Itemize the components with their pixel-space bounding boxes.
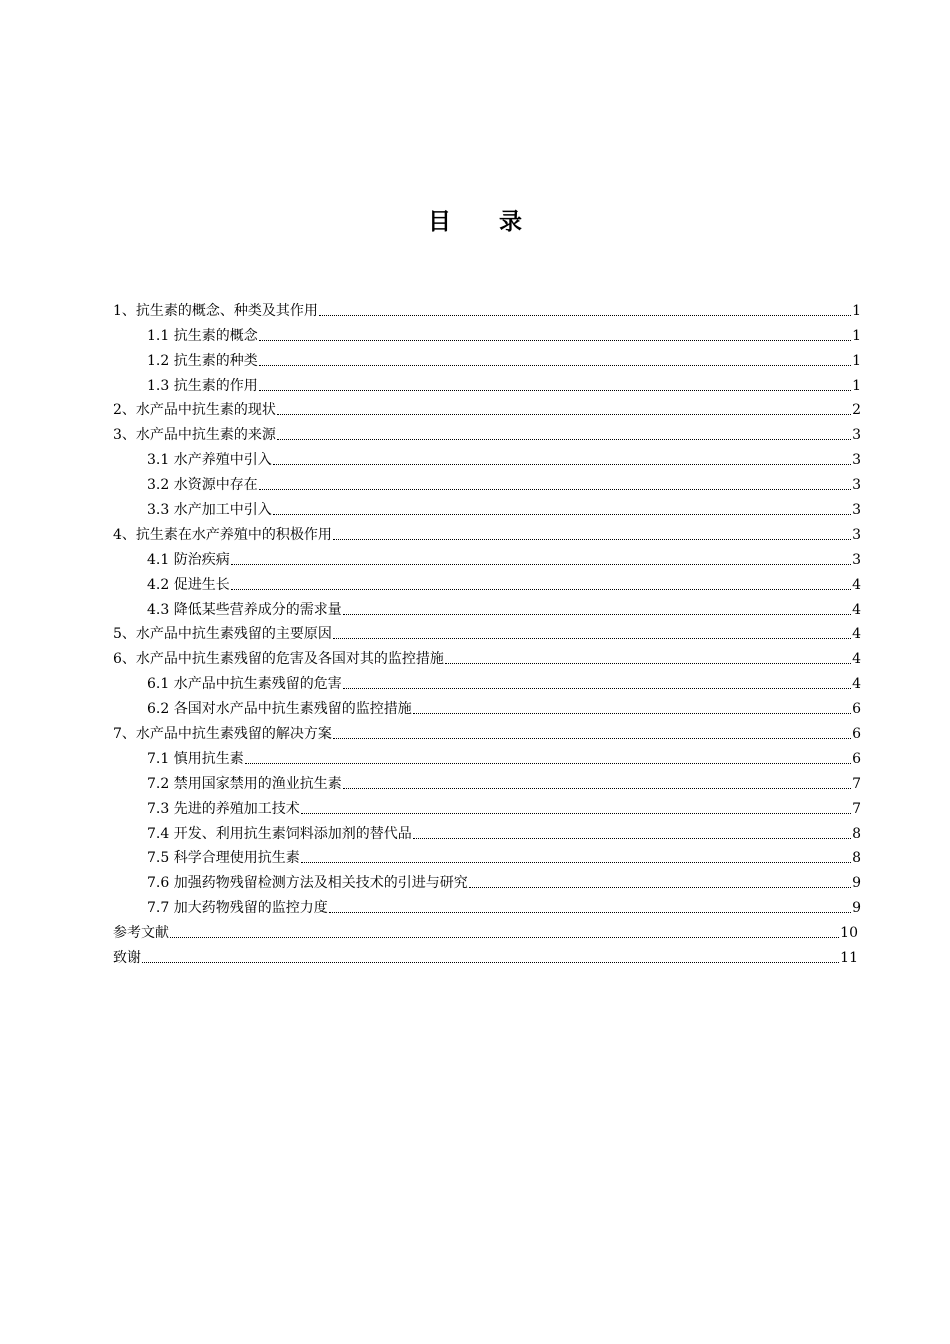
toc-entry[interactable] — [113, 769, 861, 794]
toc-entry[interactable] — [113, 644, 861, 669]
toc-entry-label: 6.1 水产品中抗生素残留的危害 — [147, 676, 342, 693]
toc-dot-leader — [170, 937, 839, 938]
toc-entry-page-number: 6 — [852, 726, 861, 743]
toc-entry[interactable] — [113, 719, 861, 744]
toc-entry-page-number: 10 — [840, 925, 858, 942]
toc-dot-leader — [259, 340, 851, 341]
toc-entry-page-number: 1 — [852, 352, 861, 369]
toc-entry-label: 1.2 抗生素的种类 — [147, 352, 258, 369]
toc-entry-page-number: 9 — [852, 900, 861, 917]
toc-entry-label: 4、抗生素在水产养殖中的积极作用 — [113, 526, 332, 543]
toc-entry-page-number: 3 — [852, 477, 861, 494]
toc-entry-page-number: 8 — [852, 850, 861, 867]
toc-entry[interactable] — [113, 595, 861, 620]
toc-entry-label: 参考文献 — [113, 925, 169, 942]
toc-entry-page-number: 3 — [852, 427, 861, 444]
toc-entry[interactable] — [113, 371, 861, 396]
toc-entry[interactable] — [113, 321, 861, 346]
toc-entry-label: 7.7 加大药物残留的监控力度 — [147, 900, 328, 917]
toc-entry[interactable] — [113, 918, 858, 943]
toc-dot-leader — [273, 464, 851, 465]
toc-entry[interactable] — [113, 346, 861, 371]
toc-entry-label: 7.3 先进的养殖加工技术 — [147, 800, 300, 817]
toc-entry-page-number: 4 — [852, 676, 861, 693]
toc-dot-leader — [413, 713, 851, 714]
toc-entry-label: 5、水产品中抗生素残留的主要原因 — [113, 626, 332, 643]
toc-dot-leader — [301, 813, 851, 814]
toc-entry[interactable] — [113, 520, 861, 545]
toc-entry-label: 致谢 — [113, 950, 141, 967]
toc-entry-page-number: 8 — [852, 825, 861, 842]
toc-title: 目 录 — [427, 209, 542, 235]
toc-entry-page-number: 4 — [852, 651, 861, 668]
toc-entry-label: 7.1 慎用抗生素 — [147, 750, 244, 767]
toc-dot-leader — [259, 365, 851, 366]
toc-entry-label: 1、抗生素的概念、种类及其作用 — [113, 302, 318, 319]
toc-entry-label: 7.5 科学合理使用抗生素 — [147, 850, 300, 867]
toc-dot-leader — [469, 887, 851, 888]
toc-entry-page-number: 6 — [852, 750, 861, 767]
toc-list — [113, 296, 861, 968]
toc-entry-label: 3、水产品中抗生素的来源 — [113, 427, 276, 444]
toc-entry[interactable] — [113, 570, 861, 595]
toc-entry-page-number: 1 — [852, 377, 861, 394]
toc-dot-leader — [142, 962, 839, 963]
toc-entry-page-number: 1 — [852, 302, 861, 319]
toc-dot-leader — [343, 614, 851, 615]
toc-dot-leader — [343, 788, 851, 789]
toc-dot-leader — [245, 763, 851, 764]
toc-entry[interactable] — [113, 943, 858, 968]
toc-entry-page-number: 7 — [852, 775, 861, 792]
toc-dot-leader — [343, 688, 851, 689]
toc-entry-label: 7.4 开发、利用抗生素饲料添加剂的替代品 — [147, 825, 412, 842]
toc-entry-label: 1.3 抗生素的作用 — [147, 377, 258, 394]
toc-entry-label: 7.6 加强药物残留检测方法及相关技术的引进与研究 — [147, 875, 468, 892]
toc-entry-label: 1.1 抗生素的概念 — [147, 327, 258, 344]
toc-dot-leader — [231, 564, 851, 565]
toc-entry[interactable] — [113, 545, 861, 570]
toc-entry[interactable] — [113, 794, 861, 819]
toc-entry[interactable] — [113, 694, 861, 719]
toc-dot-leader — [329, 912, 851, 913]
toc-dot-leader — [333, 539, 851, 540]
toc-entry[interactable] — [113, 495, 861, 520]
toc-entry[interactable] — [113, 620, 861, 645]
toc-entry-page-number: 7 — [852, 800, 861, 817]
toc-entry-label: 4.1 防治疾病 — [147, 551, 230, 568]
toc-entry-page-number: 3 — [852, 551, 861, 568]
toc-entry-label: 6.2 各国对水产品中抗生素残留的监控措施 — [147, 701, 412, 718]
toc-entry-label: 4.2 促进生长 — [147, 576, 230, 593]
toc-entry-label: 7.2 禁用国家禁用的渔业抗生素 — [147, 775, 342, 792]
toc-entry-label: 3.2 水资源中存在 — [147, 477, 258, 494]
toc-dot-leader — [277, 439, 851, 440]
toc-dot-leader — [333, 738, 851, 739]
toc-entry[interactable] — [113, 445, 861, 470]
toc-entry-page-number: 3 — [852, 502, 861, 519]
toc-entry-page-number: 4 — [852, 576, 861, 593]
toc-dot-leader — [413, 838, 851, 839]
toc-dot-leader — [333, 638, 851, 639]
toc-entry-label: 7、水产品中抗生素残留的解决方案 — [113, 726, 332, 743]
toc-dot-leader — [259, 390, 851, 391]
toc-entry[interactable] — [113, 470, 861, 495]
toc-entry[interactable] — [113, 819, 861, 844]
toc-entry[interactable] — [113, 868, 861, 893]
toc-entry[interactable] — [113, 744, 861, 769]
toc-dot-leader — [319, 315, 851, 316]
toc-entry-page-number: 11 — [840, 950, 858, 967]
toc-entry-label: 3.1 水产养殖中引入 — [147, 452, 272, 469]
toc-entry-page-number: 9 — [852, 875, 861, 892]
toc-entry-page-number: 2 — [852, 402, 861, 419]
toc-dot-leader — [301, 862, 851, 863]
toc-entry-label: 2、水产品中抗生素的现状 — [113, 402, 276, 419]
toc-dot-leader — [277, 414, 851, 415]
toc-entry-page-number: 3 — [852, 452, 861, 469]
toc-entry[interactable] — [113, 420, 861, 445]
toc-entry-page-number: 4 — [852, 601, 861, 618]
toc-dot-leader — [445, 663, 851, 664]
toc-entry-page-number: 3 — [852, 526, 861, 543]
toc-entry-label: 4.3 降低某些营养成分的需求量 — [147, 601, 342, 618]
toc-entry-page-number: 1 — [852, 327, 861, 344]
toc-entry-label: 3.3 水产加工中引入 — [147, 502, 272, 519]
toc-entry-label: 6、水产品中抗生素残留的危害及各国对其的监控措施 — [113, 651, 444, 668]
toc-entry[interactable] — [113, 396, 861, 421]
toc-dot-leader — [231, 589, 851, 590]
toc-dot-leader — [273, 514, 851, 515]
toc-entry[interactable] — [113, 844, 861, 869]
toc-entry[interactable] — [113, 669, 861, 694]
toc-entry[interactable] — [113, 893, 861, 918]
toc-entry-page-number: 6 — [852, 701, 861, 718]
toc-dot-leader — [259, 489, 851, 490]
toc-entry-page-number: 4 — [852, 626, 861, 643]
toc-entry[interactable] — [113, 296, 861, 321]
